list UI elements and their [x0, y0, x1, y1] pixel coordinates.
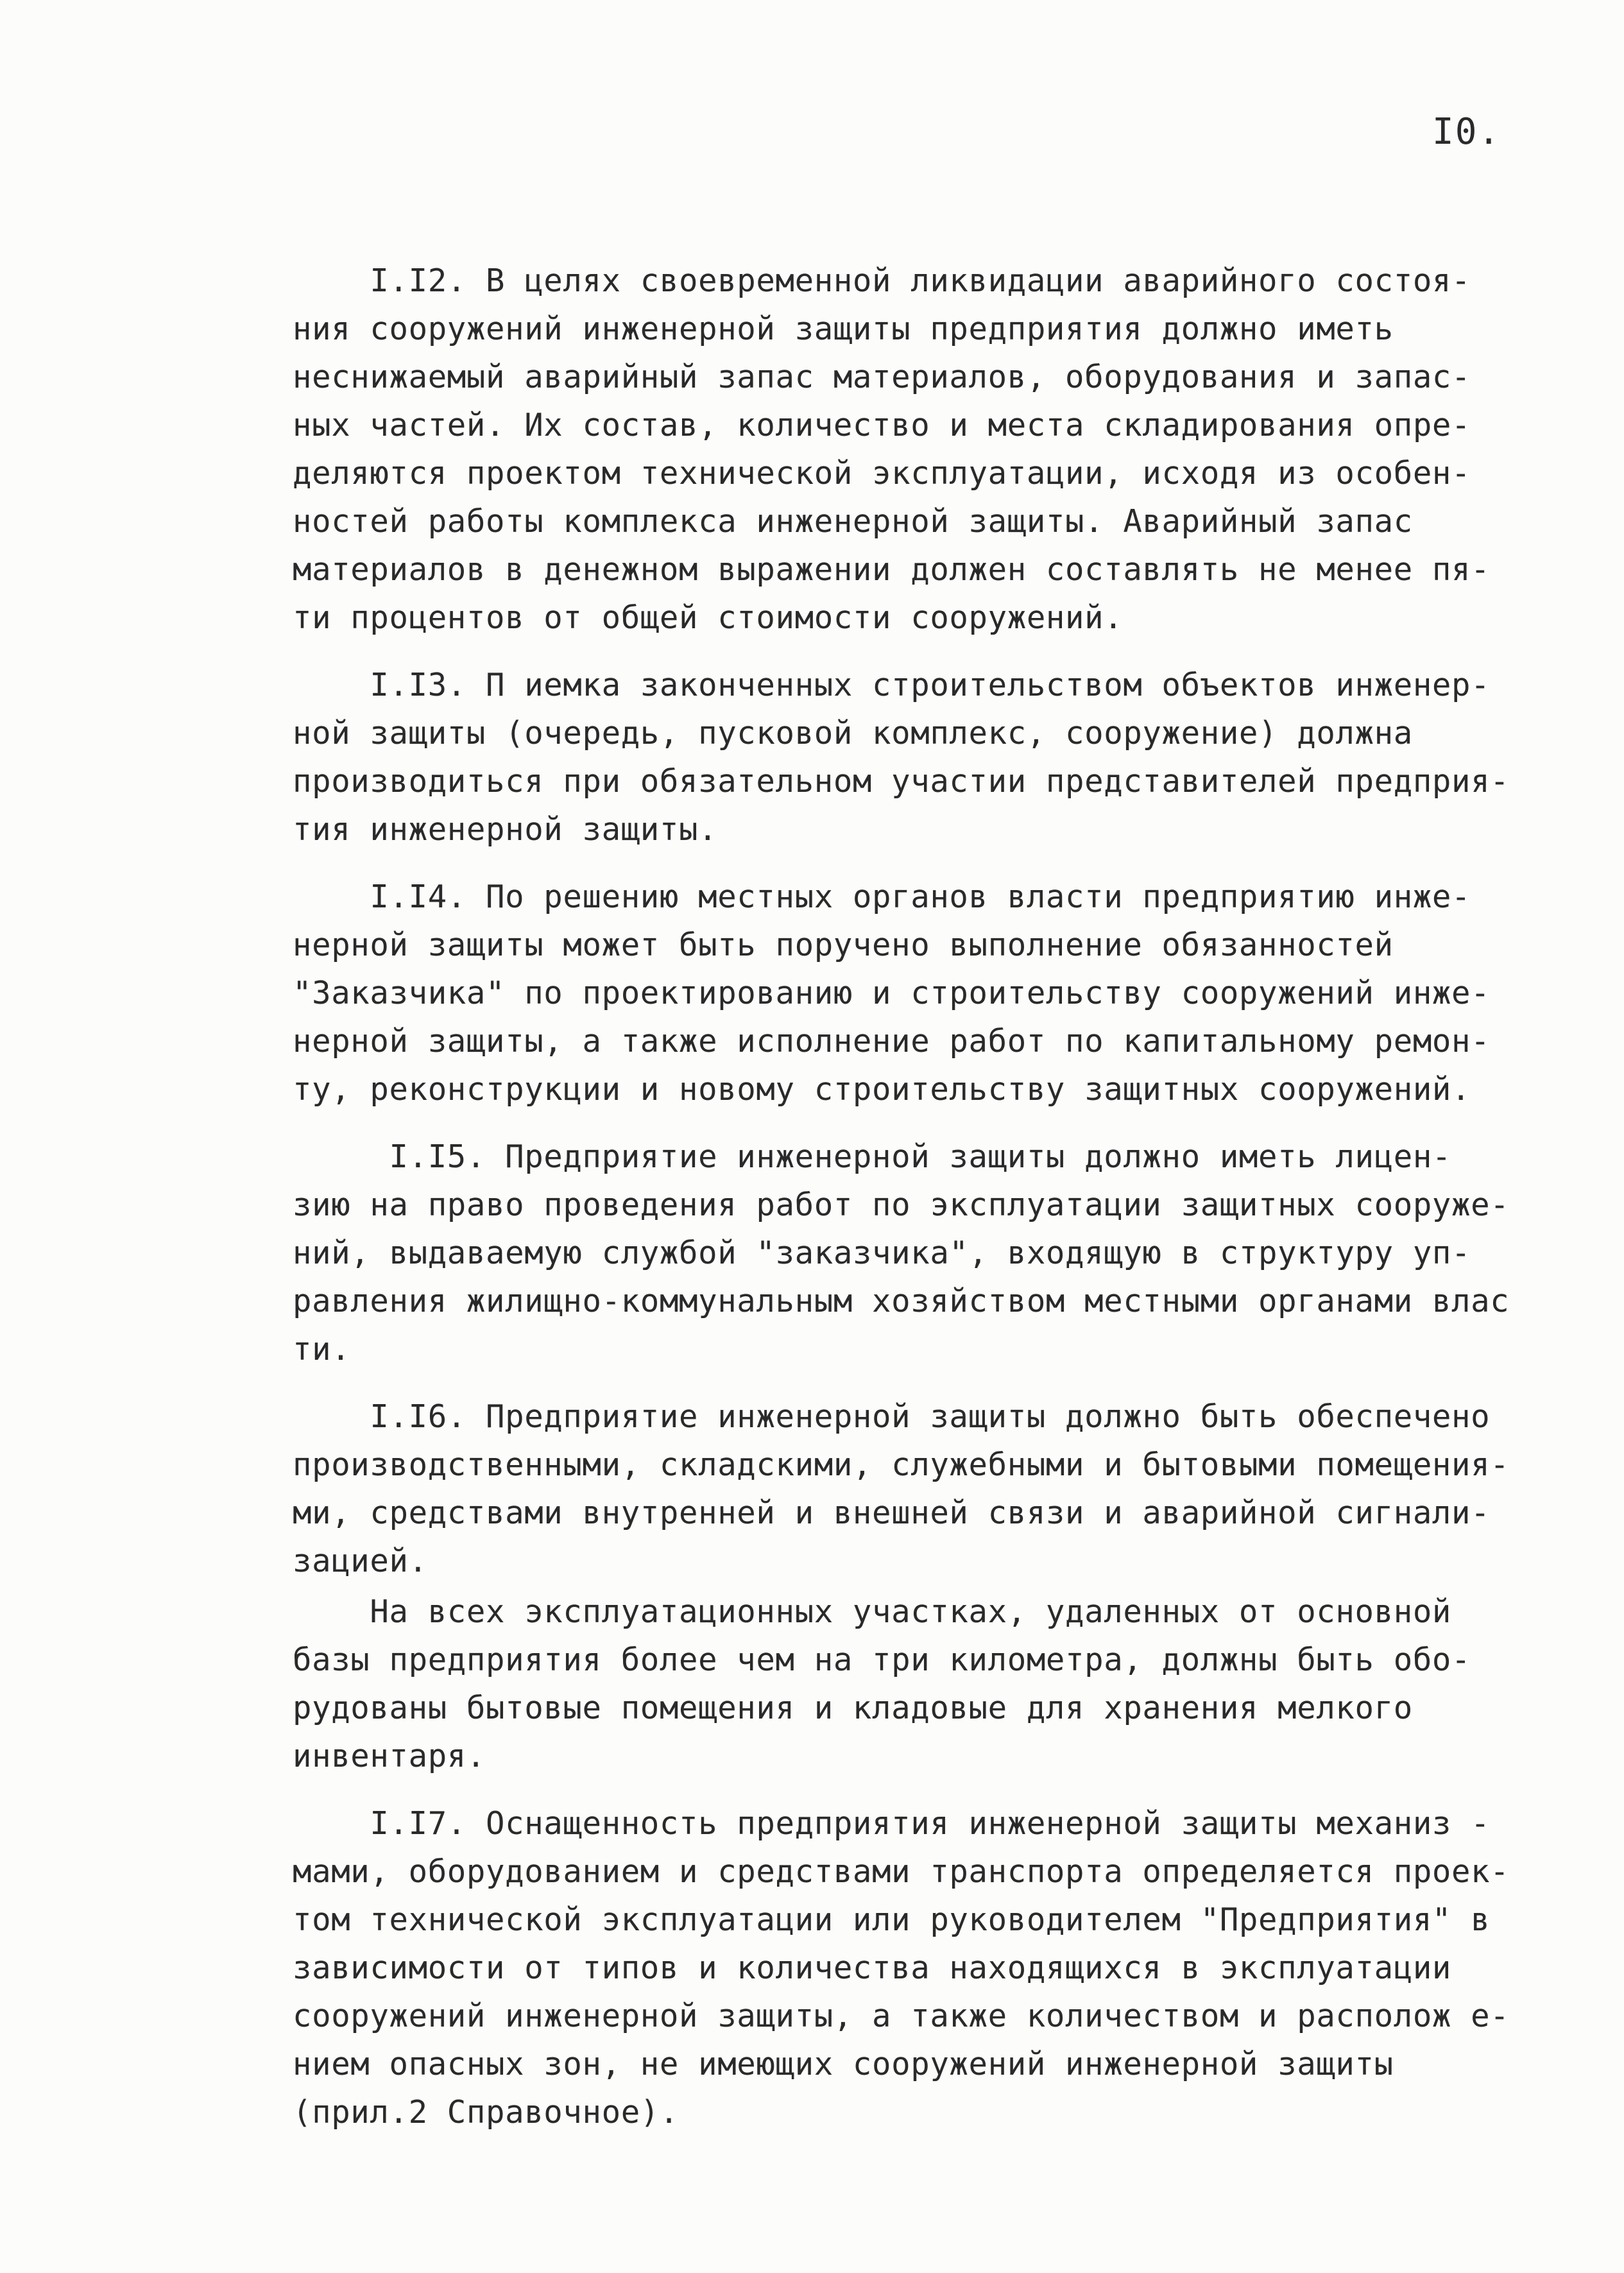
document-body	[293, 257, 1569, 2136]
text-line: ной защиты (очередь, пусковой комплекс, сооружение) должна	[293, 715, 1413, 751]
text-line: деляются проектом технической эксплуатации, исходя из особен-	[293, 455, 1471, 492]
text-line: I.I5. Предприятие инженерной защиты должно иметь лицен-	[293, 1138, 1452, 1175]
text-line: мами, оборудованием и средствами транспорта определяется проек-	[293, 1853, 1510, 1890]
text-line: том технической эксплуатации или руководителем "Предприятия" в	[293, 1901, 1491, 1938]
paragraph-1-15	[293, 1133, 1569, 1373]
text-line: производственными, складскими, служебными и бытовыми помещения-	[293, 1446, 1510, 1483]
text-line: нерной защиты, а также исполнение работ по капитальному ремон-	[293, 1023, 1491, 1059]
paragraph-1-17	[293, 1799, 1569, 2136]
text-line: I.I2. В целях своевременной ликвидации аварийного состоя-	[293, 262, 1471, 299]
text-line: I.I7. Оснащенность предприятия инженерной защиты механиз -	[293, 1805, 1491, 1842]
paragraph-1-13	[293, 661, 1569, 853]
text-line: ми, средствами внутренней и внешней связи и аварийной сигнали-	[293, 1495, 1491, 1531]
text-line: тия инженерной защиты.	[293, 811, 718, 848]
text-line: инвентаря.	[293, 1738, 486, 1774]
paragraph-1-16	[293, 1393, 1569, 1585]
text-line: (прил.2 Справочное).	[293, 2094, 680, 2131]
text-line: равления жилищно-коммунальным хозяйством местными органами влас	[293, 1283, 1510, 1319]
text-line: ний, выдаваемую службой "заказчика", входящую в структуру уп-	[293, 1235, 1471, 1271]
text-line: ных частей. Их состав, количество и места складирования опре-	[293, 407, 1471, 443]
text-line: зацией.	[293, 1543, 428, 1579]
text-line: ти.	[293, 1331, 351, 1368]
text-line: ностей работы комплекса инженерной защиты. Аварийный запас	[293, 503, 1413, 540]
text-line: I.I6. Предприятие инженерной защиты должно быть обеспечено	[293, 1398, 1491, 1435]
page-number: I0.	[1432, 111, 1501, 153]
paragraph-1-16-continued	[293, 1588, 1569, 1780]
text-line: рудованы бытовые помещения и кладовые для хранения мелкого	[293, 1690, 1413, 1726]
paragraph-1-12	[293, 257, 1569, 642]
text-line: сооружений инженерной защиты, а также количеством и располож е-	[293, 1998, 1510, 2034]
text-line: материалов в денежном выражении должен составлять не менее пя-	[293, 551, 1491, 588]
text-line: базы предприятия более чем на три километра, должны быть обо-	[293, 1642, 1471, 1678]
text-line: зию на право проведения работ по эксплуатации защитных сооруже-	[293, 1187, 1510, 1223]
text-line: нием опасных зон, не имеющих сооружений инженерной защиты	[293, 2046, 1394, 2082]
text-line: неснижаемый аварийный запас материалов, оборудования и запас-	[293, 359, 1471, 395]
text-line: I.I4. По решению местных органов власти предприятию инже-	[293, 879, 1471, 915]
text-line: ния сооружений инженерной защиты предприятия должно иметь	[293, 311, 1394, 347]
text-line: нерной защиты может быть поручено выполнение обязанностей	[293, 927, 1394, 963]
text-line: зависимости от типов и количества находящихся в эксплуатации	[293, 1950, 1452, 1986]
text-line: ти процентов от общей стоимости сооружений.	[293, 599, 1124, 636]
text-line: На всех эксплуатационных участках, удаленных от основной	[293, 1593, 1452, 1630]
text-line: производиться при обязательном участии представителей предприя-	[293, 763, 1510, 800]
text-line: "Заказчика" по проектированию и строительству сооружений инже-	[293, 975, 1491, 1011]
text-line: ту, реконструкции и новому строительству защитных сооружений.	[293, 1071, 1471, 1108]
text-line: I.I3. П иемка законченных строительством объектов инженер-	[293, 667, 1491, 703]
paragraph-1-14	[293, 873, 1569, 1113]
